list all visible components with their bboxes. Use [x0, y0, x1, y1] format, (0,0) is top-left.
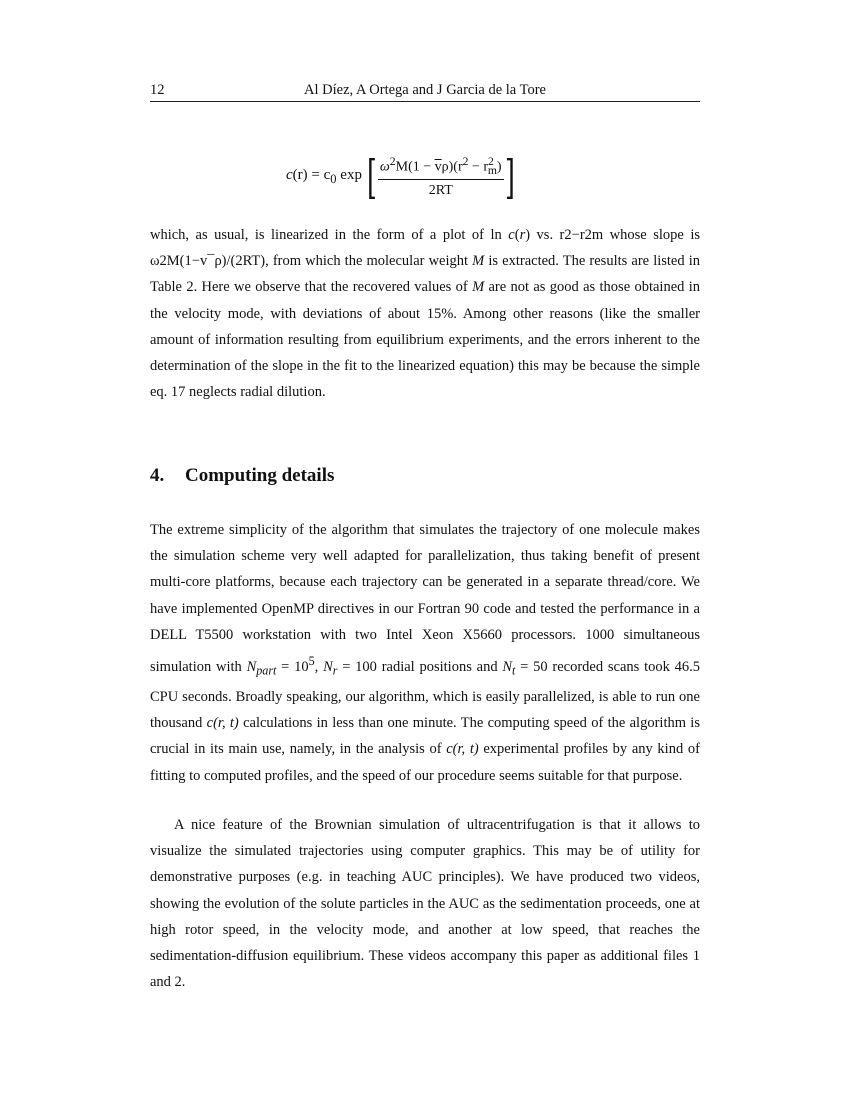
equation-block — [286, 150, 516, 204]
equation-fraction — [378, 155, 504, 199]
equation-numerator: $\omega^2M(1 - \overline{v}\rho)(r^2 - r^2_m)$ — [378, 155, 504, 180]
paragraph-linearization: which, as usual, is linearized in the form of a plot of ln c(r) vs. r2−r2m whose slope is ω2M(1−v¯ρ)/(2RT), from which the molecular weight M is extracted. The results are listed in Table 2. Here we observe that the recovered values of M are not as good as those obtained in the velocity mode, with deviations of about 15%. Among other reasons (like the smaller amount of information resulting from equilibrium experiments, and the errors inherent to the determination of the slope in the fit to the linearized equation) this may be because the simple eq. 17 neglects radial dilution. — [150, 227, 700, 401]
running-header — [150, 80, 700, 102]
equation-denominator: 2RT — [428, 183, 453, 199]
paragraph-computing-performance: The extreme simplicity of the algorithm that simulates the trajectory of one molecule makes the simulation scheme very well adapted for parallelization, thus taking benefit of present multi-core platforms, because each trajectory can be generated in a separate thread/core. We have implemented OpenMP directives in our Fortran 90 code and tested the performance in a DELL T5500 workstation with two Intel Xeon X5660 processors. 1000 simultaneous simulation with $N_{part} = 10^5$, $N_r = 100$ radial positions and $N_t = 50$ recorded scans took 46.5 CPU seconds. Broadly speaking, our algorithm, which is easily parallelized, is able to run one thousand c(r, t) calculations in less than one minute. The computing speed of the algorithm is crucial in its main use, namely, in the analysis of c(r, t) experimental profiles by any kind of fitting to computed profiles, and the speed of our procedure seems suitable for that purpose. — [150, 522, 701, 784]
page-number: 12 — [150, 82, 165, 98]
left-bracket: [ — [366, 150, 377, 204]
right-bracket: ] — [504, 150, 515, 204]
paragraph-visualization: A nice feature of the Brownian simulation of ultracentrifugation is that it allows to visualize the simulated trajectories using computer graphics. This may be of utility for demonstrative purposes (e.g. in teaching AUC principles). We have produced two videos, showing the evolution of the solute particles in the AUC as the sedimentation proceeds, one at high rotor speed, in the velocity mode, and another at low speed, that reaches the sedimentation-diffusion equilibrium. These videos accompany this paper as additional files 1 and 2. — [150, 817, 700, 991]
section-title: Computing details — [185, 465, 335, 486]
section-number: 4. — [150, 465, 165, 486]
equation-lhs: $c(r) = c_0$ exp — [286, 167, 362, 186]
running-header-authors: Al Díez, A Ortega and J Garcia de la Tore — [304, 82, 546, 98]
section-heading — [150, 465, 334, 487]
